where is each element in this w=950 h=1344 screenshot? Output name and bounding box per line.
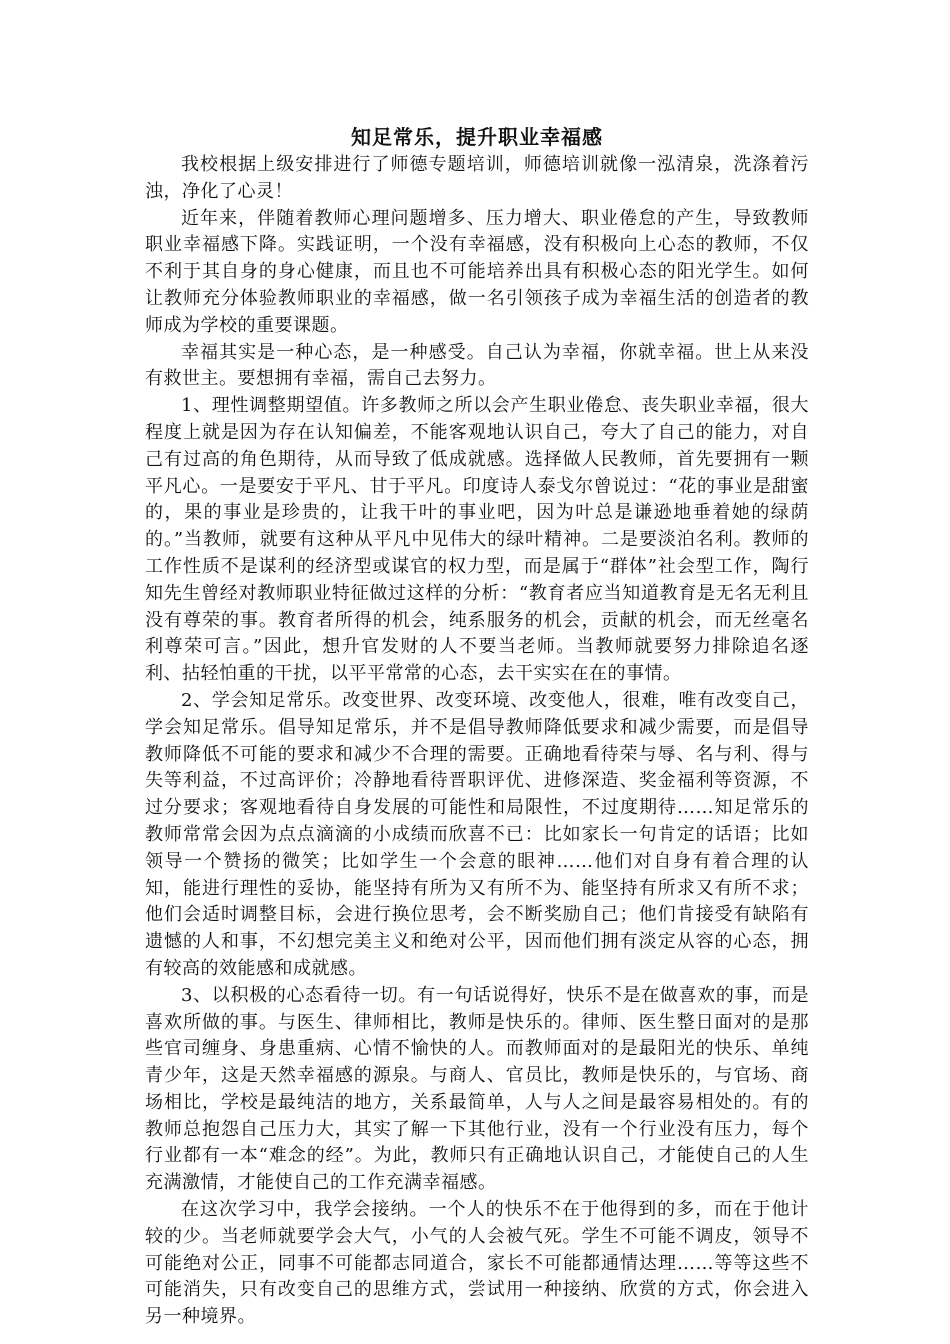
document-title: 知足常乐，提升职业幸福感 [351,125,603,149]
paragraph-point-3: 3、以积极的心态看待一切。有一句话说得好，快乐不是在做喜欢的事，而是喜欢所做的事。与医生、律师相比，教师是快乐的。律师、医生整日面对的是那些官司缠身、身患重病、心情不愉快的人。而教师面对的是最阳光的快乐、单纯青少年，这是天然幸福感的源泉。与商人、官员比，教师是快乐的，与官场、商场相比，学校是最纯洁的地方，关系最简单，人与人之间是最容易相处的。有的教师总抱怨自己压力大，其实了解一下其他行业，没有一个行业没有压力，每个行业都有一本“难念的经”。为此，教师只有正确地认识自己，才能使自己的人生充满激情，才能使自己的工作充满幸福感。 [145,984,809,1194]
paragraph-point-1: 1、理性调整期望值。许多教师之所以会产生职业倦怠、丧失职业幸福，很大程度上就是因为存在认知偏差，不能客观地认识自己，夸大了自己的能力，对自己有过高的角色期待，从而导致了低成就感。选择做人民教师，首先要拥有一颗平凡心。一是要安于平凡、甘于平凡。印度诗人泰戈尔曾说过：“花的事业是甜蜜的，果的事业是珍贵的，让我干叶的事业吧，因为叶总是谦逊地垂着她的绿荫的。”当教师，就要有这种从平凡中见伟大的绿叶精神。二是要淡泊名利。教师的工作性质不是谋利的经济型或谋官的权力型，而是属于“群体”社会型工作，陶行知先生曾经对教师职业特征做过这样的分析：“教育者应当知道教育是无名无利且没有尊荣的事。教育者所得的机会，纯系服务的机会，贡献的机会，而无丝毫名利尊荣可言。”因此，想升官发财的人不要当老师。当教师就要努力排除追名逐利、拈轻怕重的干扰，以平平常常的心态，去干实实在在的事情。 [145,395,809,685]
paragraph-happiness: 幸福其实是一种心态，是一种感受。自己认为幸福，你就幸福。世上从来没有救世主。要想拥有幸福，需自己去努力。 [145,341,809,390]
paragraph-background: 近年来，伴随着教师心理问题增多、压力增大、职业倦怠的产生，导致教师职业幸福感下降。实践证明，一个没有幸福感，没有积极向上心态的教师，不仅不利于其自身的身心健康，而且也不可能培养出具有积极心态的阳光学生。如何让教师充分体验教师职业的幸福感，做一名引领孩子成为幸福生活的创造者的教师成为学校的重要课题。 [145,207,809,336]
document-body [145,122,809,1331]
paragraph-intro: 我校根据上级安排进行了师德专题培训，师德培训就像一泓清泉，洗涤着污浊，净化了心灵！ [145,154,809,202]
paragraph-point-2: 2、学会知足常乐。改变世界、改变环境、改变他人，很难，唯有改变自己，学会知足常乐。倡导知足常乐，并不是倡导教师降低要求和减少需要，而是倡导教师降低不可能的要求和减少不合理的需要。正确地看待荣与辱、名与利、得与失等利益，不过高评价；冷静地看待晋职评优、进修深造、奖金福利等资源，不过分要求；客观地看待自身发展的可能性和局限性，不过度期待……知足常乐的教师常常会因为点点滴滴的小成绩而欣喜不已：比如家长一句肯定的话语；比如领导一个赞扬的微笑；比如学生一个会意的眼神……他们对自身有着合理的认知，能进行理性的妥协，能坚持有所为又有所不为、能坚持有所求又有所不求；他们会适时调整目标，会进行换位思考，会不断奖励自己；他们肯接受有缺陷有遗憾的人和事，不幻想完美主义和绝对公平，因而他们拥有淡定从容的心态，拥有较高的效能感和成就感。 [145,689,809,979]
paragraph-conclusion: 在这次学习中，我学会接纳。一个人的快乐不在于他得到的多，而在于他计较的少。当老师就要学会大气，小气的人会被气死。学生不可能不调皮，领导不可能绝对公正，同事不可能都志同道合，家长不可能都通情达理……等等这些不可能消失，只有改变自己的思维方式，尝试用一种接纳、欣赏的方式，你会进入另一种境界。 [145,1199,809,1328]
